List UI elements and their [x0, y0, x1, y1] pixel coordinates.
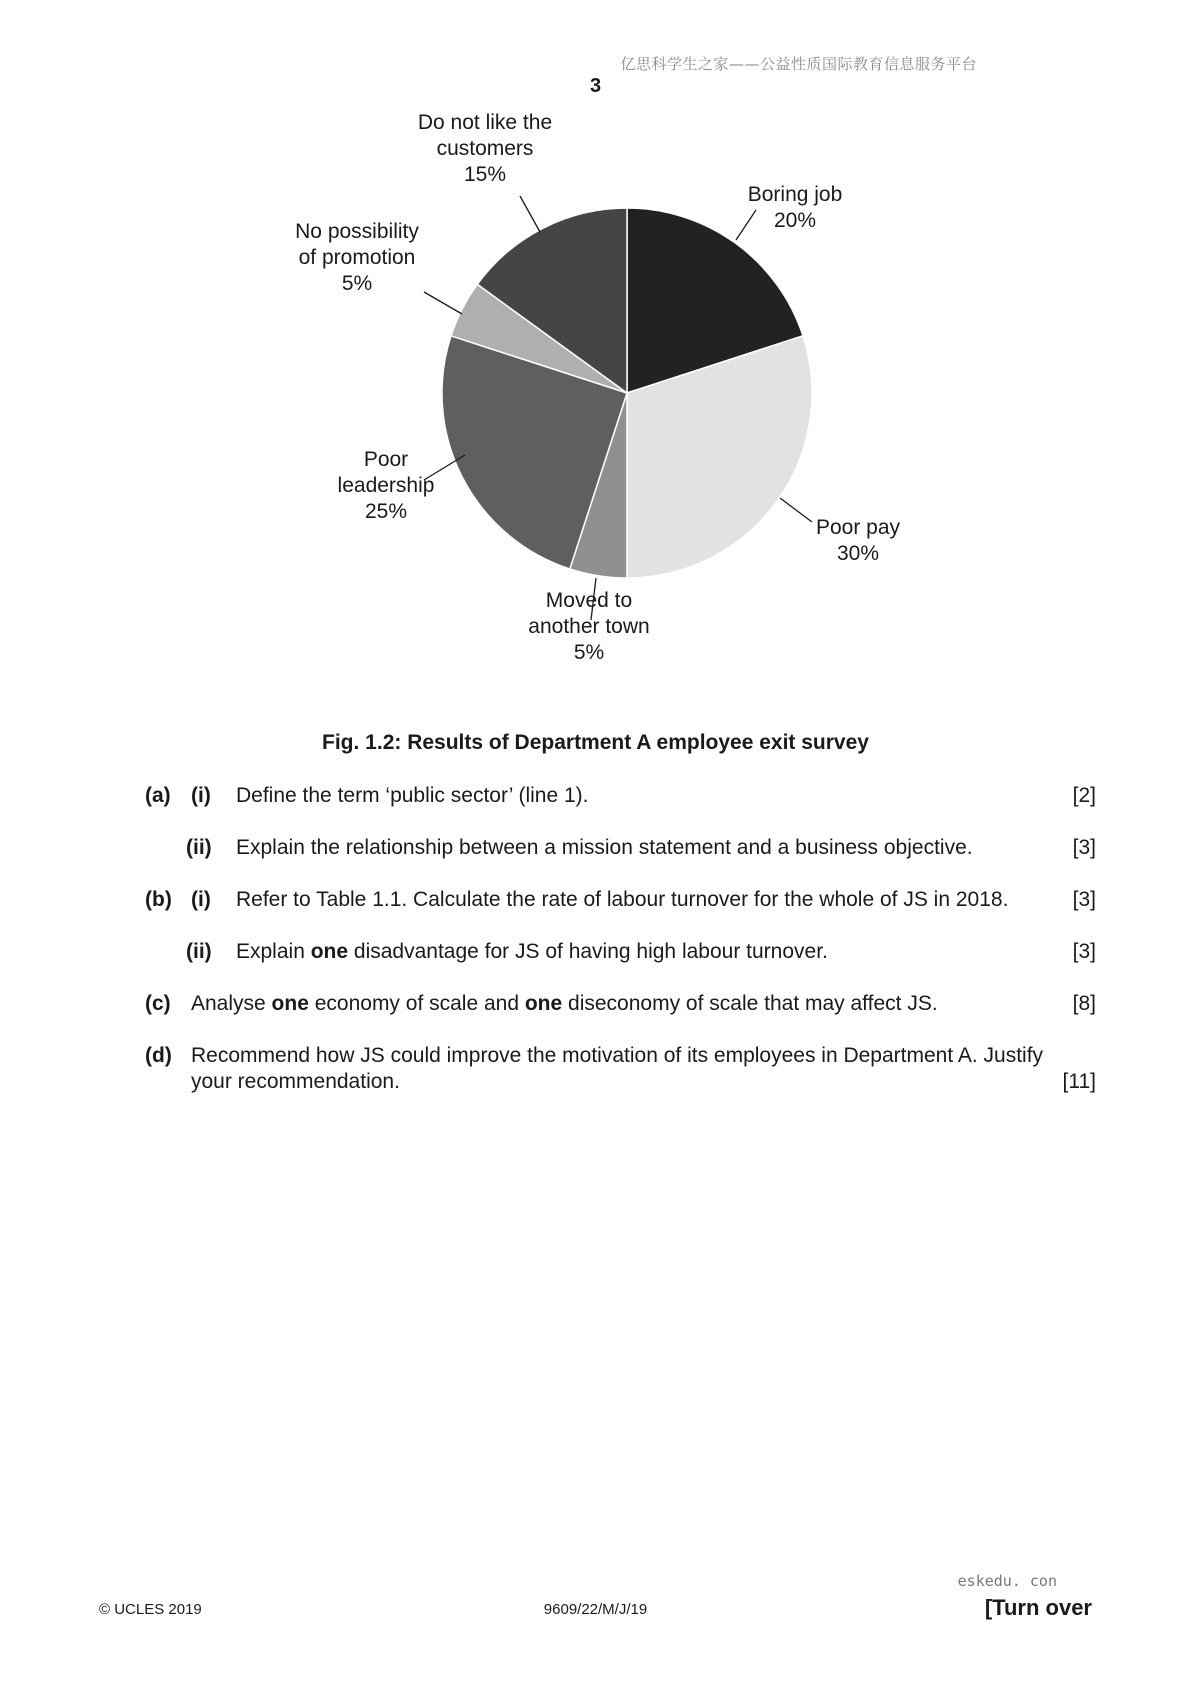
- question-text-line-1: Recommend how JS could improve the motivation of its employees in Department A. Justify: [191, 1044, 1044, 1067]
- question-a-i: [145, 783, 1096, 809]
- question-c: [145, 991, 1096, 1017]
- question-text: Define the term ‘public sector’ (line 1).: [236, 784, 589, 807]
- watermark-text: 亿思科学生之家——公益性质国际教育信息服务平台: [620, 55, 977, 73]
- paper-code: 9609/22/M/J/19: [543, 1601, 648, 1618]
- question-marks: [3]: [1072, 888, 1096, 911]
- question-part-label: (d): [145, 1044, 172, 1067]
- question-sub-label: (i): [191, 784, 211, 807]
- slice-label: [816, 516, 901, 565]
- slice-label-line: Moved to: [545, 589, 633, 612]
- question-marks: [2]: [1072, 784, 1096, 807]
- slice-label-line: 30%: [836, 542, 880, 565]
- leader-line: [424, 292, 462, 314]
- copyright-notice: © UCLES 2019: [99, 1601, 202, 1618]
- question-b-ii: [145, 939, 1096, 965]
- slice-label-line: Poor: [363, 448, 409, 471]
- slice-label-line: leadership: [337, 474, 435, 497]
- watermark-text: eskedu. con: [957, 1572, 1057, 1590]
- slice-label-line: Do not like the: [417, 111, 553, 134]
- leader-line: [736, 210, 756, 240]
- slice-label: [295, 220, 419, 295]
- question-marks: [3]: [1072, 940, 1096, 963]
- question-marks: [8]: [1072, 992, 1096, 1015]
- figure-caption: Fig. 1.2: Results of Department A employee exit survey: [322, 731, 869, 754]
- slice-label-line: 25%: [364, 500, 408, 523]
- question-marks: [3]: [1072, 836, 1096, 859]
- question-part-label: (a): [145, 784, 171, 807]
- slice-label-line: 15%: [463, 163, 507, 186]
- question-text: Refer to Table 1.1. Calculate the rate of labour turnover for the whole of JS in 2018.: [236, 888, 1009, 911]
- slice-label-line: 20%: [773, 209, 817, 232]
- slice-label: [338, 448, 435, 523]
- slice-label-line: Poor pay: [815, 516, 901, 539]
- question-part-label: (c): [145, 992, 171, 1015]
- slice-label-line: Boring job: [747, 183, 843, 206]
- slice-label-line: another town: [528, 615, 650, 638]
- slice-label-line: 5%: [573, 641, 605, 664]
- slice-label-line: 5%: [341, 272, 373, 295]
- slice-label-line: customers: [436, 137, 534, 160]
- leader-line: [780, 498, 812, 522]
- page-number: 3: [589, 75, 602, 97]
- question-sub-label: (ii): [186, 940, 212, 963]
- question-part-label: (b): [145, 888, 172, 911]
- question-text-line-2: your recommendation.: [191, 1070, 400, 1093]
- question-text: Explain one disadvantage for JS of having high labour turnover.: [236, 940, 828, 963]
- slice-label: [528, 589, 649, 664]
- question-sub-label: (i): [191, 888, 211, 911]
- question-a-ii: [145, 835, 1096, 861]
- question-b-i: [145, 887, 1096, 913]
- slice-label: [748, 183, 843, 232]
- leader-line: [520, 196, 540, 232]
- slice-label: [418, 111, 552, 186]
- question-text: Analyse one economy of scale and one diseconomy of scale that may affect JS.: [191, 992, 938, 1015]
- question-text: Explain the relationship between a mission statement and a business objective.: [236, 836, 973, 859]
- question-marks: [11]: [1062, 1070, 1096, 1093]
- slice-label-line: of promotion: [298, 246, 416, 269]
- pie-chart: [0, 0, 1191, 720]
- question-sub-label: (ii): [186, 836, 212, 859]
- question-d: [145, 1043, 1096, 1095]
- turn-over-label: [Turn over: [984, 1595, 1092, 1620]
- slice-label-line: No possibility: [295, 220, 419, 243]
